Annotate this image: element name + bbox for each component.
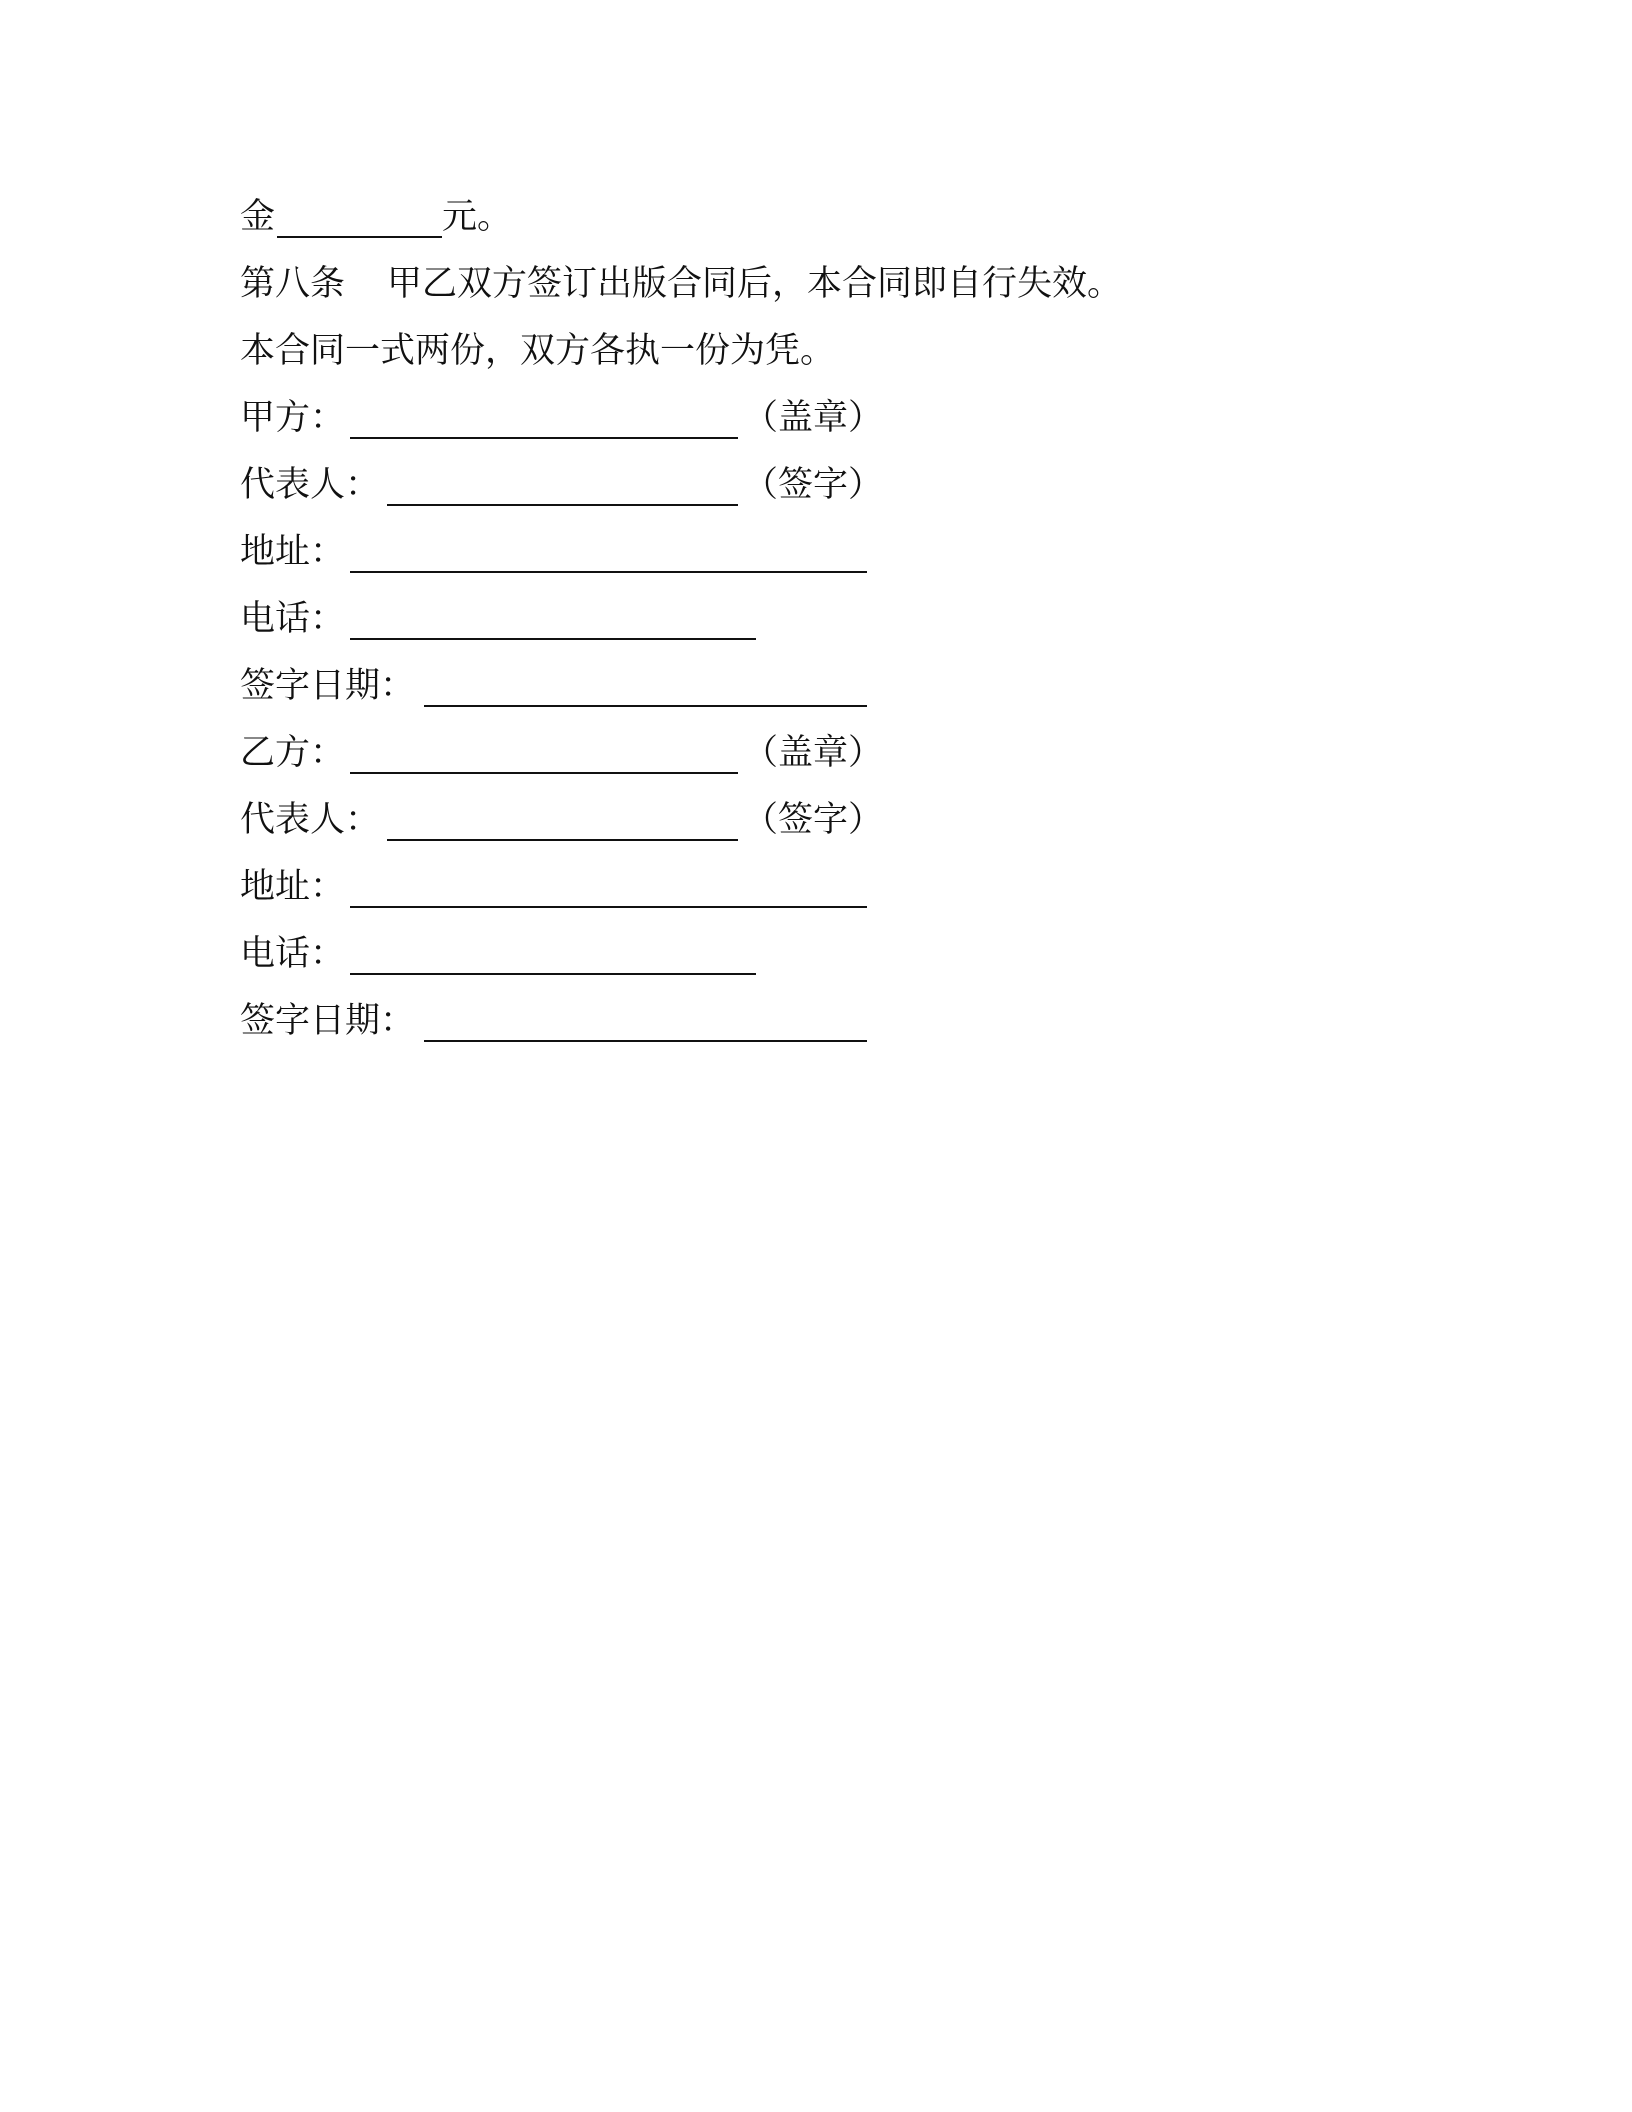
party-b-address-label: 地址： bbox=[240, 867, 346, 907]
party-a-sign-note: （签字） bbox=[743, 465, 884, 505]
party-b-name-label: 乙方： bbox=[240, 733, 346, 773]
party-b-rep-label: 代表人： bbox=[240, 800, 381, 840]
party-b-seal-note: （盖章） bbox=[743, 733, 884, 773]
copies-text: 本合同一式两份，双方各执一份为凭。 bbox=[240, 331, 836, 371]
party-b-date-label: 签字日期： bbox=[240, 1001, 416, 1041]
party-a-seal-note: （盖章） bbox=[743, 398, 884, 438]
party-b-sign-note: （签字） bbox=[743, 800, 884, 840]
party-a-address-blank[interactable] bbox=[350, 571, 867, 573]
amount-blank[interactable] bbox=[277, 236, 442, 238]
party-a-rep-blank[interactable] bbox=[387, 504, 738, 506]
party-a-name-label: 甲方： bbox=[240, 398, 346, 438]
party-b-phone-blank[interactable] bbox=[350, 973, 756, 975]
party-b-address-blank[interactable] bbox=[350, 906, 867, 908]
article-8-text: 甲乙双方签订出版合同后，本合同即自行失效。 bbox=[387, 264, 1123, 304]
party-b-date-blank[interactable] bbox=[424, 1040, 867, 1042]
party-a-rep-label: 代表人： bbox=[240, 465, 381, 505]
party-b-rep-blank[interactable] bbox=[387, 839, 738, 841]
party-a-date-label: 签字日期： bbox=[240, 666, 416, 706]
party-a-date-blank[interactable] bbox=[424, 705, 867, 707]
party-a-address-label: 地址： bbox=[240, 532, 346, 572]
party-a-phone-blank[interactable] bbox=[350, 638, 756, 640]
party-a-name-blank[interactable] bbox=[350, 437, 738, 439]
party-b-name-blank[interactable] bbox=[350, 772, 738, 774]
article-8-label: 第八条 bbox=[240, 264, 346, 304]
party-b-phone-label: 电话： bbox=[240, 934, 346, 974]
amount-suffix: 元。 bbox=[442, 197, 513, 237]
party-a-phone-label: 电话： bbox=[240, 599, 346, 639]
amount-prefix: 金 bbox=[240, 197, 276, 237]
